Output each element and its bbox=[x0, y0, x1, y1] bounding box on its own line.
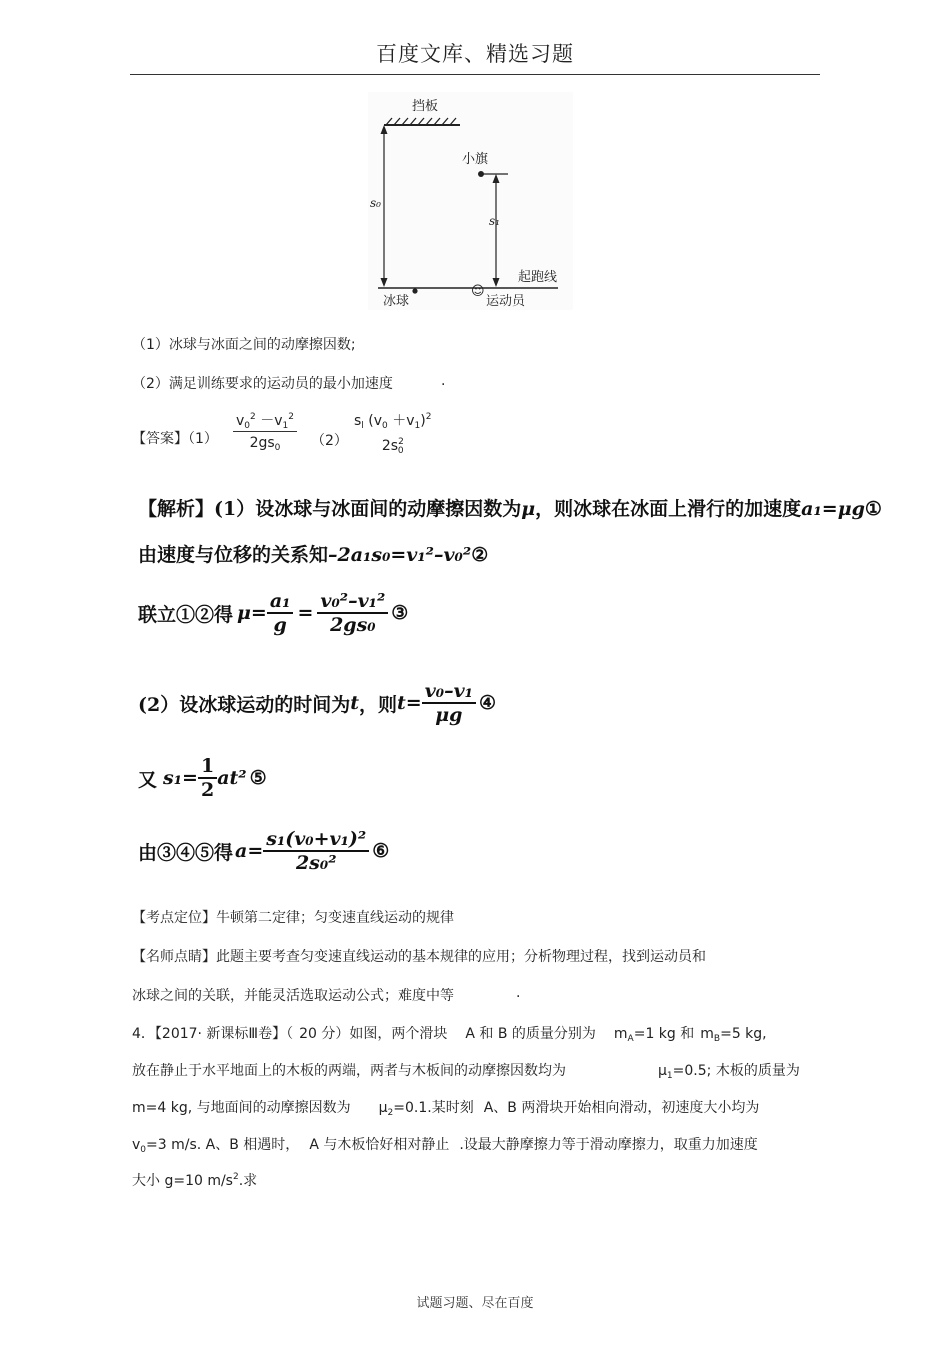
line6-fraction: $\frac{\text{s₁(v₀+v₁)²}}{\text{2s₀²}}$ bbox=[263, 828, 369, 874]
line4-fraction: $\frac{\text{v₀–v₁}}{\mu g}$ bbox=[422, 680, 476, 726]
kaodian-note: 【考点定位】牛顿第二定律；匀变速直线运动的规律 bbox=[132, 910, 454, 926]
answer-1-fraction bbox=[233, 410, 297, 453]
question-2-period: . bbox=[441, 373, 446, 389]
analysis-line-3: 联立①②得 μ= $\frac{\text{a₁}}{g}$ = $\frac{\text{v₀²–v₁²}}{\text{2gs₀}}$ ③ bbox=[138, 590, 409, 636]
page-header-title: 百度文库、精选习题 bbox=[376, 42, 574, 66]
analysis-line-5: 又 s₁= $\frac{1}{2}$ at² ⑤ bbox=[138, 755, 267, 801]
athlete-icon: ☺ bbox=[471, 284, 485, 299]
analysis-line-4: (2）设冰球运动的时间为 t ，则 t= $\frac{\text{v₀–v₁}}{\mu g}$ ④ bbox=[138, 680, 496, 726]
problem4-line-2-tail: $\mu_1=0.5$; 木板的质量为 bbox=[658, 1063, 800, 1081]
problem4-line-5: 大小 g=10 $m/s^2$.求 bbox=[132, 1172, 258, 1189]
answer-2-label: （2） bbox=[311, 433, 348, 449]
flag-label: 小旗 bbox=[462, 152, 489, 167]
problem4-line-1: 4．【2017· 新课标Ⅲ卷】（ 20 分）如图，两个滑块 A 和 B 的质量分别为 $m_A=1$ kg 和 $m_B=5$ kg, bbox=[132, 1026, 767, 1044]
analysis-line-2: 由速度与位移的关系知–2a₁s₀=v₁²–v₀²② bbox=[138, 544, 489, 566]
puck-label: 冰球 bbox=[383, 294, 410, 309]
problem4-line-4: $v_0=3$ m/s. A、B 相遇时， A 与木板恰好相对静止 .设最大静摩擦力等于滑动摩擦力，取重力加速度 bbox=[132, 1137, 758, 1155]
page-footer: 试题习题、尽在百度 bbox=[416, 1296, 534, 1311]
mingshi-note-period: . bbox=[516, 985, 521, 1001]
problem-figure bbox=[368, 92, 573, 310]
question-1: （1）冰球与冰面之间的动摩擦因数; bbox=[132, 337, 356, 353]
puck-dot bbox=[412, 288, 417, 293]
answer-1-numerator: $v_0^2 -v_1^2$ bbox=[233, 410, 297, 432]
answer-1-denominator: $2gs_0$ bbox=[249, 435, 281, 453]
line3-fraction-2: $\frac{\text{v₀²–v₁²}}{\text{2gs₀}}$ bbox=[317, 590, 388, 636]
line3-fraction-1: $\frac{\text{a₁}}{g}$ bbox=[267, 590, 294, 636]
s1-label: s₁ bbox=[489, 214, 500, 228]
analysis-line-1: 【解析】(1）设冰球与冰面间的动摩擦因数为μ，则冰球在冰面上滑行的加速度a₁=μg① bbox=[138, 498, 882, 520]
answer-2-numerator: $s_l$ $(v_0 +v_1)^2$ bbox=[354, 412, 432, 431]
problem4-line-2: 放在静止于水平地面上的木板的两端，两者与木板间的动摩擦因数均为 bbox=[132, 1063, 566, 1079]
header-divider bbox=[130, 74, 820, 75]
question-2: （2）满足训练要求的运动员的最小加速度 bbox=[132, 376, 393, 392]
baffle-label: 挡板 bbox=[412, 99, 439, 114]
problem4-line-3: m=4 kg, 与地面间的动摩擦因数为 $\mu_2=0.1$.某时刻 A、B 两滑块开始相向滑动，初速度大小均为 bbox=[132, 1100, 760, 1118]
s0-label: s₀ bbox=[370, 196, 381, 210]
answer-label: 【答案】（1） bbox=[132, 431, 218, 447]
line5-fraction: $\frac{1}{2}$ bbox=[198, 755, 217, 801]
answer-2-denominator: $2s^2_0$ bbox=[381, 437, 404, 456]
athlete-label: 运动员 bbox=[486, 294, 526, 309]
start-line-label: 起跑线 bbox=[518, 270, 558, 285]
analysis-line-6: 由③④⑤得 a= $\frac{\text{s₁(v₀+v₁)²}}{\text{2s₀²}}$ ⑥ bbox=[138, 828, 390, 874]
mingshi-note-line-1: 【名师点睛】此题主要考查匀变速直线运动的基本规律的应用；分析物理过程，找到运动员和 bbox=[132, 949, 706, 965]
answer-2-fraction bbox=[352, 410, 433, 456]
mingshi-note-line-2: 冰球之间的关联，并能灵活选取运动公式；难度中等 bbox=[132, 988, 454, 1004]
